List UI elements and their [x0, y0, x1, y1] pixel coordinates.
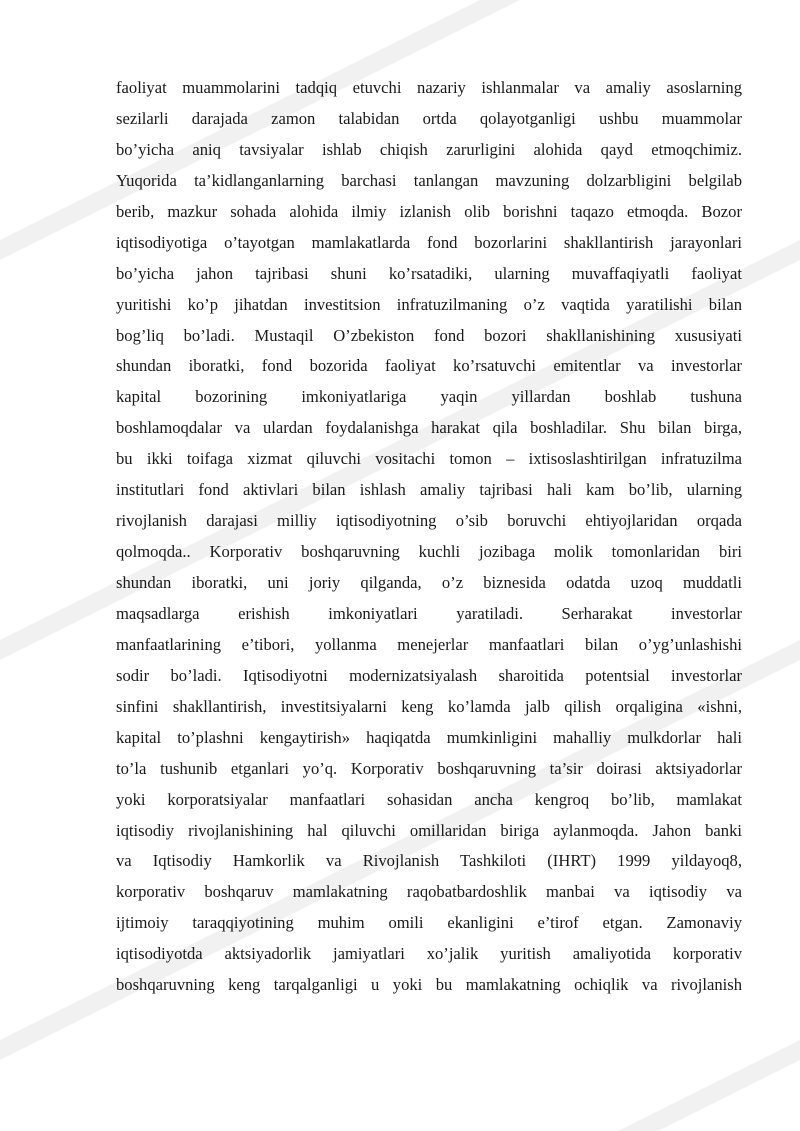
text-line: korporativ boshqaruv mamlakatning raqobatbardoshlik manbai va iqtisodiy va	[116, 882, 742, 902]
text-line: shundan iboratki, uni joriy qilganda, o’z biznesida odatda uzoq muddatli	[116, 573, 742, 592]
text-line: faoliyat muammolarini tadqiq etuvchi nazariy ishlanmalar va amaliy asoslarning	[116, 78, 742, 97]
text-line: bo’yicha jahon tajribasi shuni ko’rsatadiki, ularning muvaffaqiyatli faoliyat	[116, 263, 742, 283]
text-line: iqtisodiyotiga o’tayotgan mamlakatlarda fond bozorlarini shakllantirish jarayonlari	[116, 232, 742, 252]
text-line: sodir bo’ladi. Iqtisodiyotni modernizatsiyalash sharoitida potentsial investorlar	[116, 665, 742, 685]
text-line: kapital to’plashni kengaytirish» haqiqatda mumkinligini mahalliy mulkdorlar hali	[116, 727, 742, 747]
text-line: boshqaruvning keng tarqalganligi u yoki bu mamlakatning ochiqlik va rivojlanish	[116, 975, 742, 995]
body-text	[116, 73, 742, 1001]
text-line: va Iqtisodiy Hamkorlik va Rivojlanish Tashkiloti (IHRT) 1999 yildayoq8,	[116, 851, 742, 871]
text-line: manfaatlarining e’tibori, yollanma menejerlar manfaatlari bilan o’yg’unlashishi	[116, 634, 742, 654]
text-line: ijtimoiy taraqqiyotining muhim omili ekanligini e’tirof etgan. Zamonaviy	[116, 913, 742, 933]
text-line: institutlari fond aktivlari bilan ishlash amaliy tajribasi hali kam bo’lib, ularning	[116, 480, 742, 500]
text-line: kapital bozorining imkoniyatlariga yaqin yillardan boshlab tushuna	[116, 387, 742, 407]
text-line: qolmoqda.. Korporativ boshqaruvning kuchli jozibaga molik tomonlaridan biri	[116, 542, 742, 562]
text-line: maqsadlarga erishish imkoniyatlari yaratiladi. Serharakat investorlar	[116, 603, 742, 623]
text-line: yoki korporatsiyalar manfaatlari sohasidan ancha kengroq bo’lib, mamlakat	[116, 789, 742, 809]
text-line: iqtisodiy rivojlanishining hal qiluvchi omillaridan biriga aylanmoqda. Jahon banki	[116, 820, 742, 840]
text-line: boshlamoqdalar va ulardan foydalanishga harakat qila boshladilar. Shu bilan birga,	[116, 418, 742, 438]
text-line: yuritishi ko’p jihatdan investitsion infratuzilmaning o’z vaqtida yaratilishi bilan	[116, 294, 742, 314]
text-line: rivojlanish darajasi milliy iqtisodiyotning o’sib boruvchi ehtiyojlaridan orqada	[116, 511, 742, 531]
text-line: sezilarli darajada zamon talabidan ortda qolayotganligi ushbu muammolar	[116, 108, 742, 128]
text-line: iqtisodiyotda aktsiyadorlik jamiyatlari xo’jalik yuritish amaliyotida korporativ	[116, 944, 742, 964]
text-line: bo’yicha aniq tavsiyalar ishlab chiqish zarurligini alohida qayd etmoqchimiz.	[116, 139, 742, 159]
text-line: bog’liq bo’ladi. Mustaqil O’zbekiston fond bozori shakllanishining xususiyati	[116, 325, 742, 345]
text-line: bu ikki toifaga xizmat qiluvchi vositachi tomon – ixtisoslashtirilgan infratuzilma	[116, 449, 742, 469]
text-line: shundan iboratki, fond bozorida faoliyat ko’rsatuvchi emitentlar va investorlar	[116, 356, 742, 376]
text-line: to’la tushunib etganlari yo’q. Korporativ boshqaruvning ta’sir doirasi aktsiyadorlar	[116, 758, 742, 778]
text-line: Yuqorida ta’kidlanganlarning barchasi tanlangan mavzuning dolzarbligini belgilab	[116, 170, 742, 190]
text-line: sinfini shakllantirish, investitsiyalarni keng ko’lamda jalb qilish orqaligina «ishni,	[116, 696, 742, 716]
text-line: berib, mazkur sohada alohida ilmiy izlanish olib borishni taqazo etmoqda. Bozor	[116, 201, 742, 221]
